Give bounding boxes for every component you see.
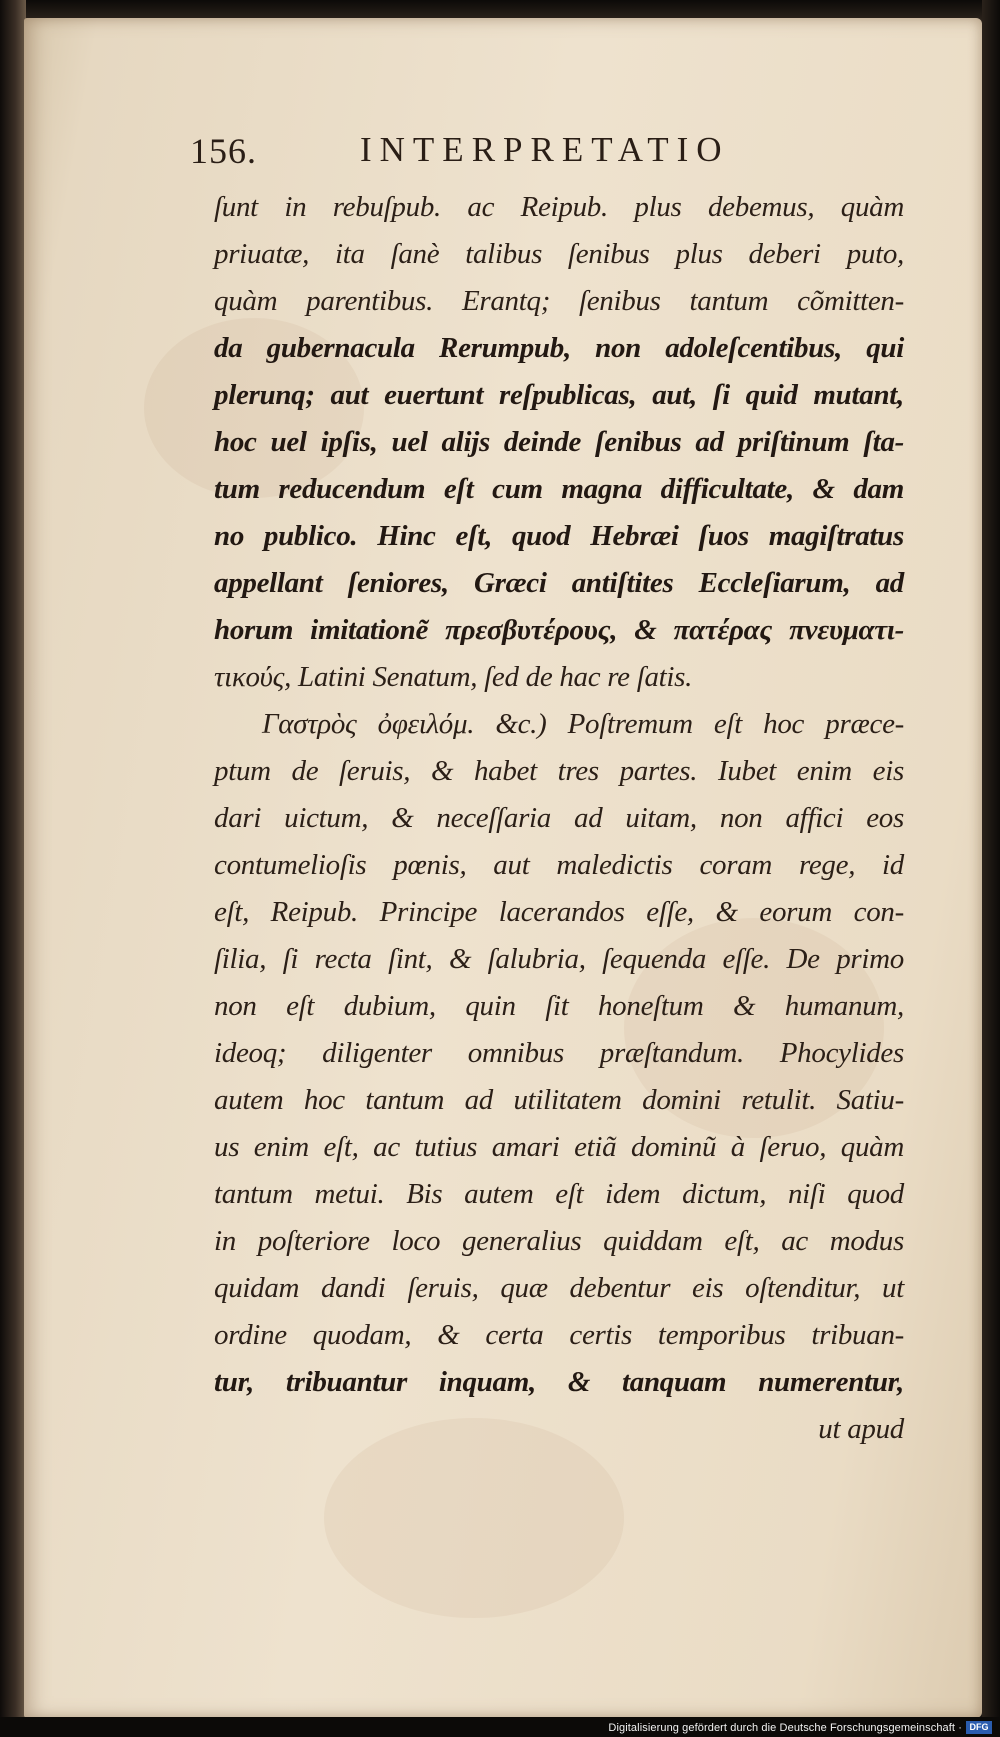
dfg-logo-icon: DFG [966,1721,992,1734]
text-line: ptum de ſeruis, & habet tres partes. Iubet enim eis [214,755,904,787]
text-line: quidam dandi ſeruis, quæ debentur eis oſtenditur, ut [214,1272,904,1304]
text-line: dari uictum, & neceſſaria ad uitam, non affici eos [214,802,904,834]
running-title: INTERPRETATIO [360,130,730,169]
text-line: τικούς, Latini Senatum, ſed de hac re ſatis. [214,661,693,693]
text-line: non eſt dubium, quin ſit honeſtum & humanum, [214,990,904,1022]
text-line: plerunq; aut euertunt reſpublicas, aut, ſi quid mutant, [214,379,904,411]
body-text [214,184,904,1453]
text-line: horum imitationẽ πρεσβυτέρους, & πατέρας πνευματι- [214,614,904,646]
text-line: in poſteriore loco generalius quiddam eſt, ac modus [214,1225,904,1257]
text-line: quàm parentibus. Erantq; ſenibus tantum cõmitten- [214,285,904,317]
text-line: priuatæ, ita ſanè talibus ſenibus plus deberi puto, [214,238,904,270]
page-header [190,124,830,174]
text-line: Γαστρὸς ὀφειλόμ. &c.) Poſtremum eſt hoc præce- [262,708,904,740]
text-line: ſunt in rebuſpub. ac Reipub. plus debemus, quàm [214,191,904,223]
text-line: hoc uel ipſis, uel alijs deinde ſenibus ad priſtinum ſta- [214,426,904,458]
text-line: da gubernacula Rerumpub, non adoleſcentibus, qui [214,332,904,364]
funding-credit: Digitalisierung gefördert durch die Deutsche Forschungsgemeinschaft · [608,1722,962,1734]
page-number: 156. [190,131,257,171]
text-line: tur, tribuantur inquam, & tanquam numerentur, [214,1366,904,1398]
text-line: eſt, Reipub. Principe lacerandos eſſe, & eorum con- [214,896,904,928]
text-line: ut apud [818,1413,904,1445]
text-line: ſilia, ſi recta ſint, & ſalubria, ſequenda eſſe. De primo [214,943,904,975]
text-line: contumelioſis pœnis, aut maledictis coram rege, id [214,849,904,881]
text-line: no publico. Hinc eſt, quod Hebræi ſuos magiſtratus [214,520,904,552]
text-line: ideoq; diligenter omnibus præſtandum. Phocylides [214,1037,904,1069]
scan-background-right [982,0,1000,1737]
text-line: tantum metui. Bis autem eſt idem dictum, niſi quod [214,1178,904,1210]
text-line: autem hoc tantum ad utilitatem domini retulit. Satiu- [214,1084,904,1116]
text-line: appellant ſeniores, Græci antiſtites Eccleſiarum, ad [214,567,904,599]
scan-background-left [0,0,26,1737]
text-line: ordine quodam, & certa certis temporibus tribuan- [214,1319,904,1351]
text-line: tum reducendum eſt cum magna difficultate, & dam [214,473,904,505]
text-line: us enim eſt, ac tutius amari etiã dominũ à ſeruo, quàm [214,1131,904,1163]
digitization-footer [0,1717,1000,1737]
